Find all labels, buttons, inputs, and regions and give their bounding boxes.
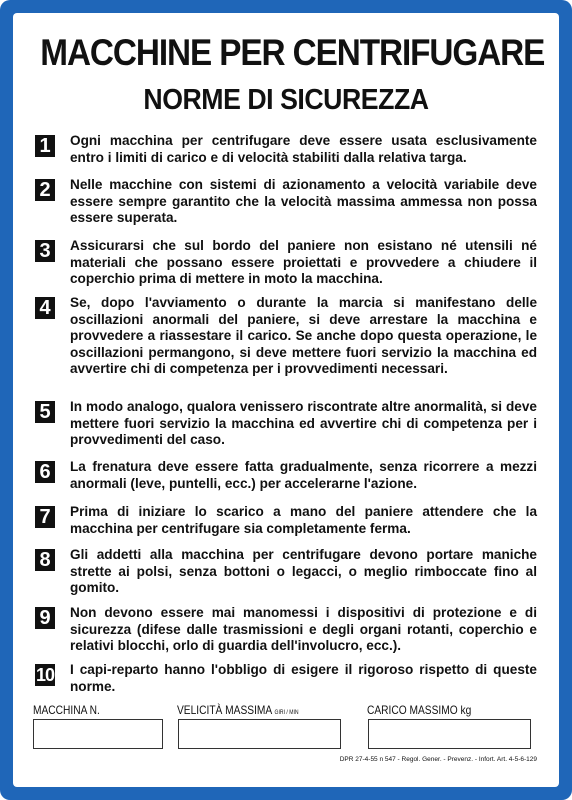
rule-text: Prima di iniziare lo scarico a mano del paniere attendere che la macchina per centrifugare sia completamente ferma. — [70, 504, 537, 536]
machine-number-field[interactable] — [33, 719, 163, 749]
rule-number: 8 — [35, 549, 55, 571]
sign-panel — [13, 13, 559, 787]
rule-number: 1 — [35, 135, 55, 157]
rule-text: In modo analogo, qualora venissero riscontrate altre anormalità, si deve mettere fuori servizio la macchina ed avvertire chi di competenza per i provvedimenti del caso. — [70, 399, 537, 447]
rule-number: 3 — [35, 240, 55, 262]
max-load-label: CARICO MASSIMO kg — [367, 703, 472, 717]
max-load-field[interactable] — [368, 719, 531, 749]
rule-text: La frenatura deve essere fatta gradualmente, senza ricorrere a mezzi anormali (leve, puntelli, ecc.) per accelerarne l'azione. — [70, 459, 537, 491]
max-speed-text: VELICITÀ MASSIMA — [177, 703, 272, 717]
max-speed-label — [177, 703, 299, 717]
rule-text: Assicurarsi che sul bordo del paniere non esistano né utensili né materiali che possano essere proiettati e provvedere a chiudere il coperchio prima di mettere in moto la macchina. — [70, 238, 537, 286]
rule-text: Non devono essere mai manomessi i dispositivi di protezione e di sicurezza (difese dalle trasmissioni e degli organi rotanti, coperchio e relativi blocchi, orlo di guardia dell'involucro, ecc.). — [70, 605, 537, 653]
max-speed-field[interactable] — [178, 719, 341, 749]
sign-title: MACCHINE PER CENTRIFUGARE — [40, 32, 545, 73]
rule-text: Nelle macchine con sistemi di azionamento a velocità variabile deve essere sempre garantito che la velocità massima ammessa non possa essere superata. — [70, 177, 537, 225]
rule-number: 4 — [35, 297, 55, 319]
machine-number-label: MACCHINA N. — [33, 703, 100, 717]
rule-text: I capi-reparto hanno l'obbligo di esigere il rigoroso rispetto di queste norme. — [70, 662, 537, 694]
sign-subtitle: NORME DI SICUREZZA — [143, 84, 429, 116]
rule-text: Ogni macchina per centrifugare deve essere usata esclusivamente entro i limiti di carico e di velocità stabiliti dalla relativa targa. — [70, 133, 537, 165]
rule-number: 9 — [35, 607, 55, 629]
rule-number: 10 — [36, 665, 55, 685]
rule-text: Gli addetti alla macchina per centrifugare devono portare maniche strette ai polsi, senza bottoni o legacci, o meglio rimboccate fino al gomito. — [70, 547, 537, 595]
rule-number: 5 — [35, 401, 55, 423]
rule-number: 2 — [35, 179, 55, 201]
rule-number: 7 — [35, 506, 55, 528]
legal-reference: DPR 27-4-55 n 547 - Regol. Gener. - Prevenz. - Infort. Art. 4-5-6-129 — [339, 756, 537, 763]
rule-number: 6 — [35, 461, 55, 483]
speed-unit: GIRI / MIN — [274, 710, 299, 716]
rule-text: Se, dopo l'avviamento o durante la marcia si manifestano delle oscillazioni anormali del paniere, si deve arrestare la macchina e provvedere a riassestare il carico. Se anche dopo questa operazione, le oscillazioni permangono, si deve mettere fuori servizio la macchina ed avvertire chi di competenza per i provvedimenti necessari. — [70, 295, 537, 376]
